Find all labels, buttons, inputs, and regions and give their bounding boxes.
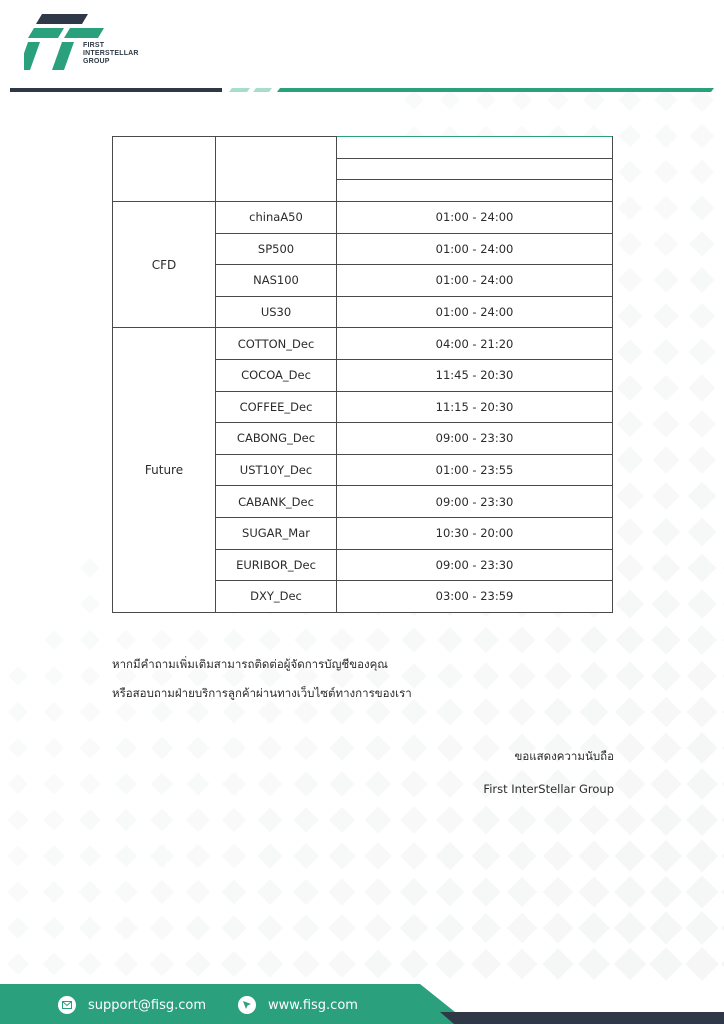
- pattern-diamond: [8, 666, 27, 685]
- pattern-diamond: [615, 661, 644, 690]
- pattern-diamond: [114, 916, 138, 940]
- time-cell: 09:00 - 23:30: [337, 486, 613, 518]
- pattern-diamond: [618, 124, 641, 147]
- pattern-diamond: [257, 807, 282, 832]
- pattern-diamond: [654, 232, 679, 257]
- pattern-diamond: [471, 877, 501, 907]
- pattern-diamond: [185, 915, 210, 940]
- pattern-diamond: [151, 701, 173, 723]
- pattern-diamond: [436, 770, 464, 798]
- pattern-diamond: [78, 916, 101, 939]
- logo-text-line1: FIRST: [83, 42, 105, 49]
- pattern-diamond: [544, 662, 572, 690]
- time-cell: 11:15 - 20:30: [337, 391, 613, 423]
- pattern-diamond: [473, 663, 500, 690]
- pattern-diamond: [399, 949, 428, 978]
- pattern-diamond: [614, 804, 645, 835]
- pattern-diamond: [328, 914, 356, 942]
- logo-text: [83, 42, 139, 66]
- pattern-diamond: [364, 950, 393, 979]
- pattern-diamond: [507, 805, 536, 834]
- pattern-diamond: [114, 952, 138, 976]
- pattern-diamond: [366, 628, 391, 653]
- pattern-diamond: [617, 303, 642, 328]
- pattern-diamond: [365, 771, 391, 797]
- time-cell: 09:00 - 23:30: [337, 549, 613, 581]
- pattern-diamond: [437, 699, 464, 726]
- pattern-diamond: [471, 913, 501, 943]
- pattern-diamond: [652, 554, 681, 583]
- pattern-diamond: [114, 880, 138, 904]
- logo-text-line3: GROUP: [83, 58, 110, 65]
- pattern-diamond: [651, 625, 681, 655]
- pattern-diamond: [617, 411, 643, 437]
- pattern-diamond: [328, 950, 356, 978]
- pattern-diamond: [543, 805, 573, 835]
- pattern-diamond: [618, 268, 643, 293]
- pattern-diamond: [293, 807, 319, 833]
- pattern-diamond: [44, 666, 64, 686]
- pattern-diamond: [542, 912, 573, 943]
- pattern-diamond: [365, 807, 392, 834]
- pattern-diamond: [79, 809, 101, 831]
- pattern-diamond: [222, 772, 246, 796]
- pattern-diamond: [616, 482, 643, 509]
- pattern-diamond: [435, 949, 465, 979]
- pattern-diamond: [543, 877, 574, 908]
- pattern-diamond: [7, 881, 29, 903]
- pattern-diamond: [186, 844, 210, 868]
- pattern-diamond: [257, 915, 283, 941]
- pattern-diamond: [650, 804, 682, 836]
- pattern-diamond: [150, 952, 175, 977]
- symbol-cell: US30: [216, 296, 337, 328]
- table-row: [113, 202, 613, 234]
- pattern-diamond: [689, 267, 715, 293]
- pattern-diamond: [688, 446, 716, 474]
- contact-note-line2: หรือสอบถามฝ่ายบริการลูกค้าผ่านทางเว็บไซต์ทางการของเรา: [112, 686, 412, 700]
- pattern-diamond: [651, 661, 681, 691]
- pattern-diamond: [437, 627, 463, 653]
- pattern-diamond: [614, 912, 646, 944]
- pattern-diamond: [44, 630, 63, 649]
- signature-company: First InterStellar Group: [483, 782, 614, 796]
- pattern-diamond: [651, 589, 680, 618]
- pattern-diamond: [580, 662, 609, 691]
- pattern-diamond: [221, 879, 246, 904]
- pattern-diamond: [151, 773, 174, 796]
- pattern-diamond: [686, 804, 718, 836]
- pattern-diamond: [151, 629, 172, 650]
- pattern-diamond: [689, 195, 714, 220]
- pattern-diamond: [690, 160, 715, 185]
- pattern-diamond: [257, 843, 283, 869]
- pattern-diamond: [294, 736, 319, 761]
- trading-hours-table: [112, 136, 613, 613]
- pattern-diamond: [79, 881, 102, 904]
- pattern-diamond: [222, 844, 247, 869]
- pattern-diamond: [7, 845, 28, 866]
- pattern-diamond: [654, 124, 678, 148]
- pattern-diamond: [471, 949, 501, 979]
- pattern-diamond: [653, 267, 678, 292]
- pattern-diamond: [187, 629, 209, 651]
- pattern-diamond: [543, 841, 573, 871]
- pattern-diamond: [686, 768, 718, 800]
- pattern-diamond: [578, 912, 610, 944]
- pattern-diamond: [686, 732, 717, 763]
- pattern-diamond: [329, 699, 354, 724]
- pattern-diamond: [614, 876, 646, 908]
- pattern-diamond: [292, 950, 319, 977]
- pattern-diamond: [471, 841, 500, 870]
- symbol-cell: SUGAR_Mar: [216, 517, 337, 549]
- pattern-diamond: [473, 627, 500, 654]
- pattern-diamond: [618, 160, 641, 183]
- time-cell: 04:00 - 21:20: [337, 328, 613, 360]
- pattern-diamond: [685, 875, 718, 908]
- pattern-diamond: [8, 774, 28, 794]
- footer-website-text[interactable]: www.fisg.com: [268, 997, 358, 1013]
- pattern-diamond: [329, 771, 355, 797]
- header-date: 02 พ.ย.: [337, 158, 613, 180]
- pattern-diamond: [115, 737, 137, 759]
- pattern-diamond: [580, 626, 608, 654]
- header-divider: [0, 86, 724, 96]
- pattern-diamond: [151, 737, 173, 759]
- pattern-diamond: [7, 953, 30, 976]
- pattern-diamond: [222, 808, 246, 832]
- pattern-diamond: [44, 738, 65, 759]
- pattern-diamond: [654, 160, 678, 184]
- pattern-diamond: [365, 735, 391, 761]
- symbol-cell: NAS100: [216, 265, 337, 297]
- pattern-diamond: [649, 947, 682, 980]
- pattern-diamond: [115, 701, 136, 722]
- time-cell: 01:00 - 24:00: [337, 202, 613, 234]
- pattern-diamond: [80, 594, 100, 614]
- pattern-diamond: [614, 948, 647, 981]
- symbol-cell: UST10Y_Dec: [216, 454, 337, 486]
- pattern-diamond: [615, 733, 645, 763]
- pattern-diamond: [43, 809, 65, 831]
- pattern-diamond: [436, 842, 464, 870]
- pattern-diamond: [258, 736, 282, 760]
- pattern-diamond: [400, 878, 428, 906]
- pattern-diamond: [150, 844, 174, 868]
- pattern-diamond: [42, 952, 65, 975]
- pattern-diamond: [579, 841, 610, 872]
- pattern-diamond: [259, 629, 282, 652]
- pattern-diamond: [80, 558, 99, 577]
- time-cell: 01:00 - 23:55: [337, 454, 613, 486]
- pattern-diamond: [187, 701, 210, 724]
- pattern-diamond: [616, 554, 644, 582]
- pattern-diamond: [78, 952, 102, 976]
- pattern-diamond: [508, 662, 536, 690]
- header-day: อาทิตย์: [337, 180, 613, 202]
- pattern-diamond: [544, 626, 572, 654]
- pattern-diamond: [650, 876, 682, 908]
- pattern-diamond: [651, 697, 681, 727]
- pattern-diamond: [437, 663, 463, 689]
- pattern-diamond: [688, 482, 716, 510]
- pattern-diamond: [617, 447, 644, 474]
- pattern-diamond: [650, 912, 683, 945]
- pattern-diamond: [652, 518, 680, 546]
- pattern-diamond: [688, 410, 716, 438]
- pattern-diamond: [654, 196, 678, 220]
- pattern-diamond: [652, 410, 679, 437]
- pattern-diamond: [221, 951, 247, 977]
- pattern-diamond: [79, 737, 100, 758]
- pattern-diamond: [472, 734, 500, 762]
- pattern-diamond: [435, 913, 464, 942]
- pattern-diamond: [43, 881, 65, 903]
- pattern-diamond: [364, 878, 392, 906]
- pattern-diamond: [436, 878, 465, 907]
- pattern-diamond: [616, 626, 645, 655]
- pattern-diamond: [400, 806, 427, 833]
- footer-email-text[interactable]: support@fisg.com: [88, 997, 207, 1013]
- pattern-diamond: [400, 770, 427, 797]
- pattern-diamond: [650, 840, 682, 872]
- pattern-diamond: [507, 949, 538, 980]
- header-symbol: สัญลักษณ์: [216, 137, 337, 202]
- pattern-diamond: [8, 702, 28, 722]
- header-product: ผลิตภัณฑ์: [113, 137, 216, 202]
- pattern-diamond: [618, 196, 642, 220]
- pattern-diamond: [688, 374, 715, 401]
- pattern-diamond: [401, 735, 428, 762]
- pattern-diamond: [294, 700, 318, 724]
- signature-regards: ขอแสดงความนับถือ: [514, 749, 614, 763]
- pattern-diamond: [652, 482, 680, 510]
- pattern-diamond: [616, 518, 644, 546]
- time-cell: 01:00 - 24:00: [337, 233, 613, 265]
- pattern-diamond: [401, 627, 426, 652]
- pattern-diamond: [652, 446, 679, 473]
- pattern-diamond: [186, 736, 209, 759]
- logo-text-line2: INTERSTELLAR: [83, 50, 139, 57]
- pattern-diamond: [329, 807, 355, 833]
- pattern-diamond: [222, 736, 246, 760]
- pattern-diamond: [615, 769, 646, 800]
- pattern-diamond: [400, 842, 428, 870]
- pattern-diamond: [293, 915, 320, 942]
- pattern-diamond: [614, 840, 645, 871]
- pattern-diamond: [293, 879, 320, 906]
- pattern-diamond: [293, 843, 319, 869]
- pattern-diamond: [616, 590, 645, 619]
- pattern-diamond: [436, 806, 464, 834]
- pattern-diamond: [43, 917, 66, 940]
- pattern-diamond: [651, 733, 682, 764]
- pattern-diamond: [257, 879, 283, 905]
- pattern-diamond: [472, 698, 499, 725]
- pattern-diamond: [185, 951, 211, 977]
- pattern-diamond: [472, 806, 501, 835]
- symbol-cell: CABONG_Dec: [216, 423, 337, 455]
- symbol-cell: COFFEE_Dec: [216, 391, 337, 423]
- time-cell: 03:00 - 23:59: [337, 581, 613, 613]
- pattern-diamond: [685, 911, 719, 945]
- pattern-diamond: [150, 916, 175, 941]
- pattern-diamond: [80, 666, 100, 686]
- pattern-diamond: [7, 917, 29, 939]
- pattern-diamond: [115, 809, 138, 832]
- symbol-cell: EURIBOR_Dec: [216, 549, 337, 581]
- contact-note-line1: หากมีคำถามเพิ่มเติมสามารถติดต่อผู้จัดการบัญชีของคุณ: [112, 657, 388, 671]
- product-cell: CFD: [113, 202, 216, 328]
- pattern-diamond: [508, 698, 536, 726]
- cursor-icon: [238, 996, 256, 1014]
- pattern-diamond: [617, 339, 643, 365]
- pattern-diamond: [8, 810, 29, 831]
- pattern-diamond: [617, 375, 643, 401]
- pattern-diamond: [44, 702, 64, 722]
- pattern-diamond: [80, 630, 100, 650]
- symbol-cell: COCOA_Dec: [216, 359, 337, 391]
- pattern-diamond: [329, 843, 356, 870]
- pattern-diamond: [80, 702, 101, 723]
- pattern-diamond: [364, 914, 392, 942]
- pattern-diamond: [114, 844, 137, 867]
- footer-website[interactable]: [238, 994, 358, 1016]
- pattern-diamond: [685, 947, 719, 981]
- pattern-diamond: [618, 232, 642, 256]
- pattern-diamond: [150, 880, 174, 904]
- pattern-diamond: [653, 339, 679, 365]
- pattern-diamond: [687, 625, 717, 655]
- pattern-diamond: [223, 629, 245, 651]
- product-cell: Future: [113, 328, 216, 612]
- pattern-diamond: [507, 913, 538, 944]
- pattern-diamond: [293, 771, 318, 796]
- pattern-diamond: [79, 845, 102, 868]
- pattern-diamond: [690, 124, 714, 148]
- pattern-diamond: [364, 842, 391, 869]
- pattern-diamond: [365, 699, 391, 725]
- pattern-diamond: [653, 303, 679, 329]
- pattern-diamond: [258, 772, 283, 797]
- pattern-diamond: [507, 877, 537, 907]
- pattern-diamond: [687, 553, 716, 582]
- pattern-diamond: [687, 661, 718, 692]
- pattern-diamond: [687, 697, 718, 728]
- pattern-diamond: [689, 339, 716, 366]
- pattern-diamond: [544, 698, 573, 727]
- pattern-diamond: [689, 231, 714, 256]
- pattern-diamond: [186, 808, 210, 832]
- table-row: [113, 328, 613, 360]
- pattern-diamond: [542, 948, 574, 980]
- symbol-cell: DXY_Dec: [216, 581, 337, 613]
- pattern-diamond: [79, 773, 101, 795]
- pattern-diamond: [330, 628, 354, 652]
- symbol-cell: chinaA50: [216, 202, 337, 234]
- header-time: เวลาตามแพลตฟอร์ม MT4/MT5 (GMT+2): [337, 137, 613, 159]
- symbol-cell: COTTON_Dec: [216, 328, 337, 360]
- pattern-diamond: [688, 518, 717, 547]
- pattern-diamond: [689, 303, 715, 329]
- time-cell: 09:00 - 23:30: [337, 423, 613, 455]
- pattern-diamond: [579, 805, 609, 835]
- pattern-diamond: [294, 628, 318, 652]
- time-cell: 10:30 - 20:00: [337, 517, 613, 549]
- pattern-diamond: [43, 773, 64, 794]
- pattern-diamond: [578, 876, 609, 907]
- pattern-diamond: [186, 772, 209, 795]
- pattern-diamond: [507, 841, 537, 871]
- pattern-diamond: [579, 697, 608, 726]
- pattern-diamond: [186, 880, 211, 905]
- pattern-diamond: [115, 773, 137, 795]
- mail-icon: [58, 996, 76, 1014]
- symbol-cell: SP500: [216, 233, 337, 265]
- time-cell: 11:45 - 20:30: [337, 359, 613, 391]
- pattern-diamond: [650, 768, 681, 799]
- pattern-diamond: [150, 808, 173, 831]
- pattern-diamond: [116, 630, 137, 651]
- pattern-diamond: [615, 697, 645, 727]
- pattern-diamond: [400, 914, 429, 943]
- pattern-diamond: [436, 734, 463, 761]
- pattern-diamond: [328, 878, 355, 905]
- pattern-diamond: [329, 735, 354, 760]
- time-cell: 01:00 - 24:00: [337, 296, 613, 328]
- pattern-diamond: [257, 951, 284, 978]
- pattern-diamond: [578, 948, 610, 980]
- pattern-diamond: [222, 700, 245, 723]
- footer-email[interactable]: [58, 994, 206, 1016]
- pattern-diamond: [686, 840, 719, 873]
- pattern-diamond: [221, 915, 247, 941]
- symbol-cell: CABANK_Dec: [216, 486, 337, 518]
- pattern-diamond: [687, 589, 717, 619]
- pattern-diamond: [653, 375, 680, 402]
- pattern-diamond: [8, 738, 28, 758]
- pattern-diamond: [258, 700, 282, 724]
- pattern-diamond: [43, 845, 65, 867]
- time-cell: 01:00 - 24:00: [337, 265, 613, 297]
- pattern-diamond: [508, 626, 535, 653]
